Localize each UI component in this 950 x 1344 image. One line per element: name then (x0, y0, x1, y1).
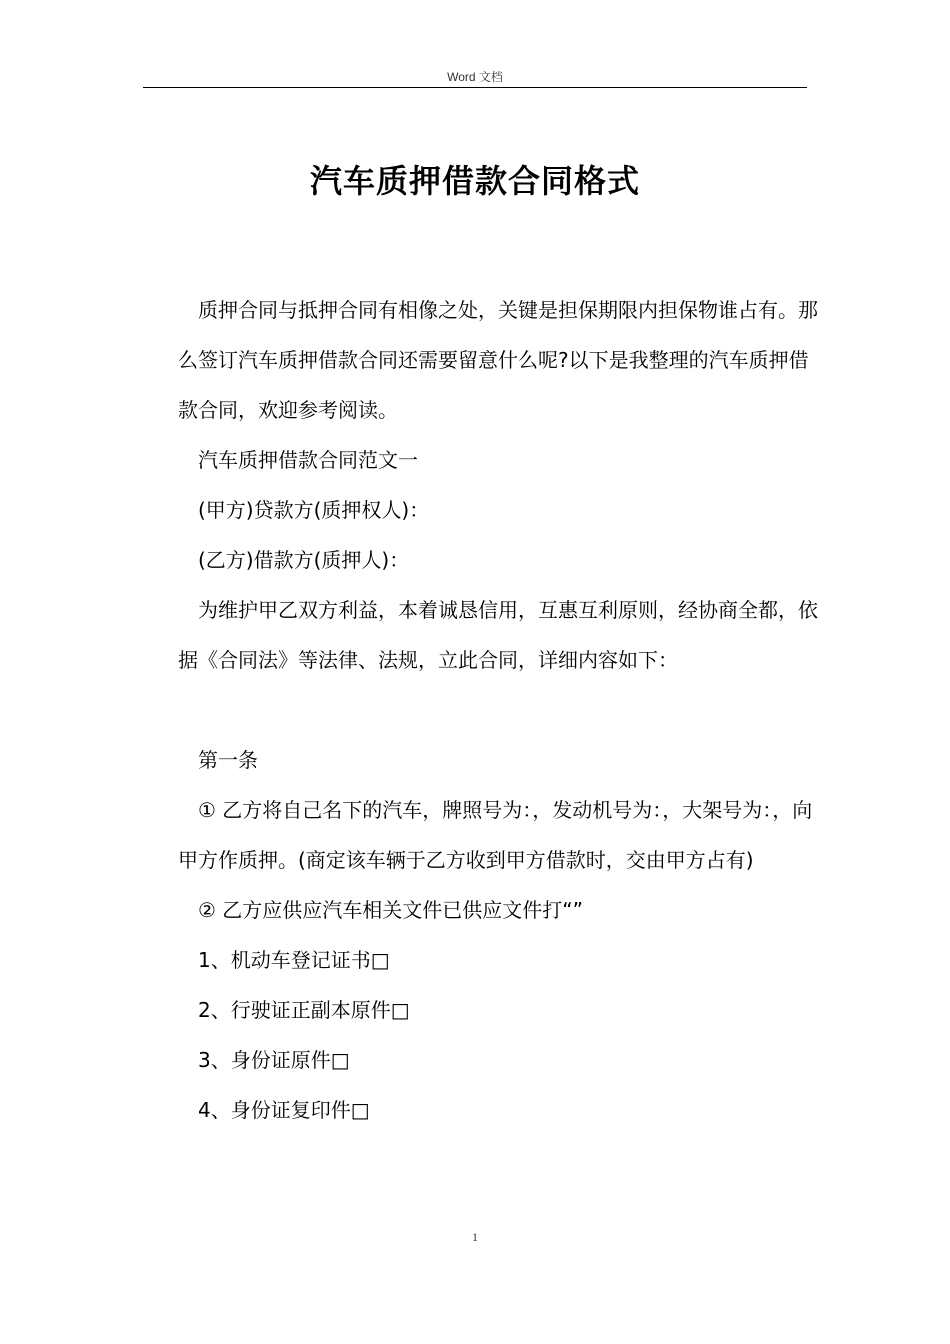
paragraph-spacer (178, 685, 818, 735)
preamble-paragraph: 为维护甲乙双方利益，本着诚恳信用，互惠互利原则，经协商全都，依据《合同法》等法律、法规，立此合同，详细内容如下： (178, 598, 818, 672)
clause-2-paragraph: ② 乙方应供应汽车相关文件已供应文件打“” (198, 898, 584, 922)
party-b-line: (乙方)借款方(质押人)： (198, 548, 410, 572)
header-divider (143, 87, 807, 88)
checklist-item: 1、机动车登记证书□ (198, 948, 390, 972)
document-body (178, 285, 818, 1135)
intro-paragraph: 质押合同与抵押合同有相像之处，关键是担保期限内担保物谁占有。那么签订汽车质押借款合同还需要留意什么呢?以下是我整理的汽车质押借款合同，欢迎参考阅读。 (178, 298, 818, 422)
checklist-item: 4、身份证复印件□ (198, 1098, 370, 1122)
sample-heading: 汽车质押借款合同范文一 (198, 448, 418, 472)
checklist-item: 2、行驶证正副本原件□ (198, 998, 410, 1022)
document-title: 汽车质押借款合同格式 (309, 162, 640, 200)
clause-1-paragraph: ① 乙方将自己名下的汽车，牌照号为：，发动机号为：，大架号为：，向甲方作质押。(商定该车辆于乙方收到甲方借款时，交由甲方占有) (178, 798, 813, 872)
party-a-line: (甲方)贷款方(质押权人)： (198, 498, 430, 522)
checklist-item: 3、身份证原件□ (198, 1048, 350, 1072)
page-number: 1 (472, 1230, 478, 1244)
article-1-heading: 第一条 (198, 748, 258, 772)
page-header-label: Word 文档 (447, 70, 503, 84)
